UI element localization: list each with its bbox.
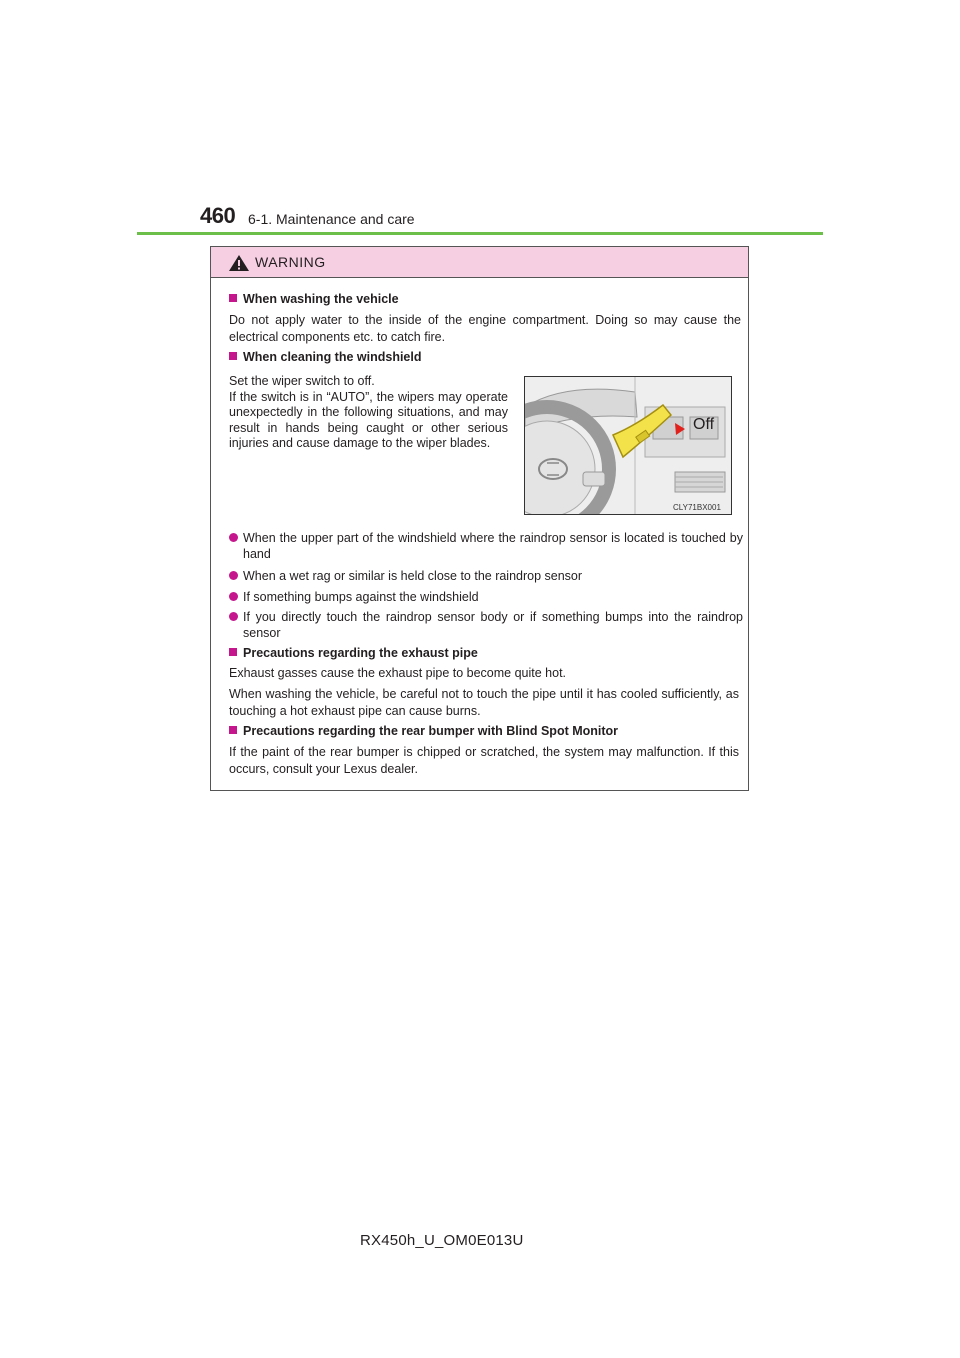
warning-triangle-icon (228, 254, 250, 272)
page-number: 460 (200, 203, 236, 228)
heading-exhaust: Precautions regarding the exhaust pipe (229, 646, 478, 660)
bullet-dot-icon (229, 612, 238, 621)
list-item: When a wet rag or similar is held close to the raindrop sensor (225, 568, 743, 584)
warning-title: WARNING (255, 254, 326, 270)
list-item: If you directly touch the raindrop sensor body or if something bumps into the raindrop sensor (225, 609, 743, 641)
list-item: When the upper part of the windshield where the raindrop sensor is located is touched by hand (225, 530, 743, 562)
steering-wheel-drawing (525, 377, 731, 514)
heading-windshield: When cleaning the windshield (229, 350, 422, 364)
square-bullet-icon (229, 648, 237, 656)
square-bullet-icon (229, 726, 237, 734)
list-item: If something bumps against the windshield (225, 589, 743, 605)
warning-box (210, 246, 749, 791)
exhaust-body-2: When washing the vehicle, be careful not to touch the pipe until it has cooled sufficiently, as touching a hot exhaust pipe can cause burns. (229, 687, 739, 718)
washing-body: Do not apply water to the inside of the engine compartment. Doing so may cause the electrical components etc. to catch fire. (229, 313, 741, 344)
windshield-body: Set the wiper switch to off. If the switch is in “AUTO”, the wipers may operate unexpectedly in the following situations, and may result in hands being caught or other serious injuries and cause damage to the wiper blades. (229, 374, 508, 450)
section-title: 6-1. Maintenance and care (248, 211, 415, 227)
heading-washing: When washing the vehicle (229, 292, 399, 306)
bumper-body: If the paint of the rear bumper is chipped or scratched, the system may malfunction. If this occurs, consult your Lexus dealer. (229, 745, 739, 776)
page-header (200, 203, 820, 233)
heading-bumper: Precautions regarding the rear bumper with Blind Spot Monitor (229, 724, 618, 738)
square-bullet-icon (229, 352, 237, 360)
exhaust-body-1: Exhaust gasses cause the exhaust pipe to become quite hot. (229, 666, 567, 680)
bullet-dot-icon (229, 533, 238, 542)
square-bullet-icon (229, 294, 237, 302)
off-label: Off (693, 416, 715, 433)
header-divider (137, 232, 823, 235)
wiper-switch-illustration (524, 376, 732, 515)
document-code: RX450h_U_OM0E013U (360, 1232, 524, 1249)
bullet-dot-icon (229, 592, 238, 601)
image-code: CLY71BX001 (673, 503, 721, 512)
bullet-dot-icon (229, 571, 238, 580)
warning-header (211, 247, 748, 278)
